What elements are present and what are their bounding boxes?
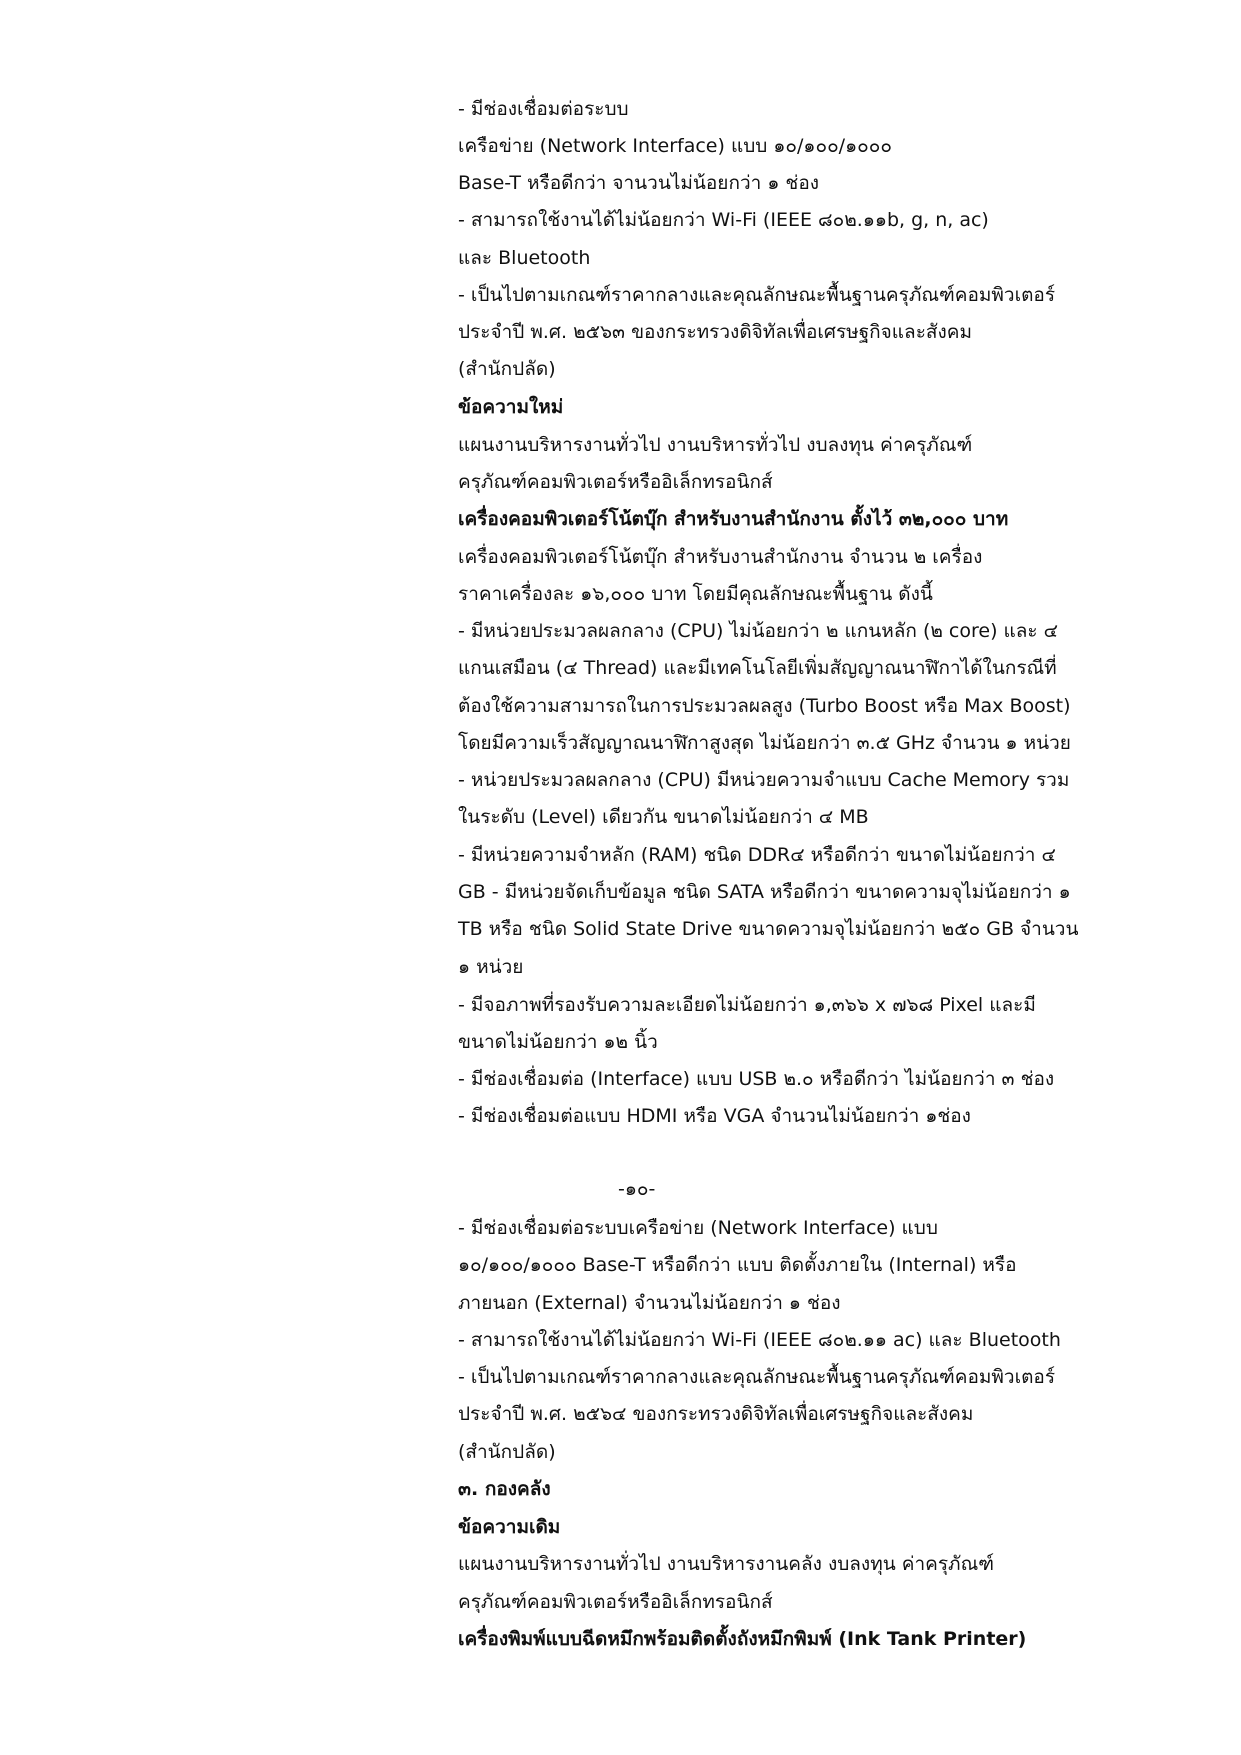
section-heading-old-text: ข้อความเดิม xyxy=(458,1516,561,1538)
text-line: GB - มีหน่วยจัดเก็บข้อมูล ชนิด SATA หรือดีกว่า ขนาดความจุไม่น้อยกว่า ๑ xyxy=(458,881,1071,903)
text-line: Base-T หรือดีกว่า จานวนไม่น้อยกว่า ๑ ช่อง xyxy=(458,172,820,194)
text-line: - มีช่องเชื่อมต่อแบบ HDMI หรือ VGA จำนวนไม่น้อยกว่า ๑ช่อง xyxy=(458,1105,971,1127)
text-line: - มีจอภาพที่รองรับความละเอียดไม่น้อยกว่า ๑,๓๖๖ x ๗๖๘ Pixel และมี xyxy=(458,994,1036,1016)
text-line: - มีช่องเชื่อมต่อระบบ xyxy=(458,98,629,120)
section-heading-finance: ๓. กองคลัง xyxy=(458,1478,551,1500)
text-line: - เป็นไปตามเกณฑ์ราคากลางและคุณลักษณะพื้นฐานครุภัณฑ์คอมพิวเตอร์ xyxy=(458,1366,1056,1388)
text-line: ประจำปี พ.ศ. ๒๕๖๓ ของกระทรวงดิจิทัลเพื่อเศรษฐกิจและสังคม xyxy=(458,321,973,343)
text-line: - สามารถใช้งานได้ไม่น้อยกว่า Wi-Fi (IEEE ๘๐๒.๑๑b, g, n, ac) xyxy=(458,209,989,231)
text-line: - มีหน่วยประมวลผลกลาง (CPU) ไม่น้อยกว่า ๒ แกนหลัก (๒ core) และ ๔ xyxy=(458,620,1059,642)
text-line: - มีหน่วยความจำหลัก (RAM) ชนิด DDR๔ หรือดีกว่า ขนาดไม่น้อยกว่า ๔ xyxy=(458,844,1056,866)
text-line: ประจำปี พ.ศ. ๒๕๖๔ ของกระทรวงดิจิทัลเพื่อเศรษฐกิจและสังคม xyxy=(458,1403,974,1425)
text-line: TB หรือ ชนิด Solid State Drive ขนาดความจุไม่น้อยกว่า ๒๕๐ GB จำนวน xyxy=(458,918,1079,940)
text-line: - หน่วยประมวลผลกลาง (CPU) มีหน่วยความจำแบบ Cache Memory รวม xyxy=(458,769,1070,791)
text-line: - มีช่องเชื่อมต่อระบบเครือข่าย (Network Interface) แบบ xyxy=(458,1217,938,1239)
text-line: แผนงานบริหารงานทั่วไป งานบริหารทั่วไป งบลงทุน ค่าครุภัณฑ์ xyxy=(458,434,973,456)
section-heading-new-text: ข้อความใหม่ xyxy=(458,396,564,418)
text-line: แกนเสมือน (๔ Thread) และมีเทคโนโลยีเพิ่มสัญญาณนาฬิกาได้ในกรณีที่ xyxy=(458,657,1057,679)
text-line: ต้องใช้ความสามารถในการประมวลผลสูง (Turbo Boost หรือ Max Boost) xyxy=(458,695,1071,717)
text-line: ๑๐/๑๐๐/๑๐๐๐ Base-T หรือดีกว่า แบบ ติดตั้งภายใน (Internal) หรือ xyxy=(458,1254,1017,1276)
text-line: ในระดับ (Level) เดียวกัน ขนาดไม่น้อยกว่า ๔ MB xyxy=(458,806,869,828)
text-line: เครื่องคอมพิวเตอร์โน้ตบุ๊ก สำหรับงานสำนักงาน จำนวน ๒ เครื่อง xyxy=(458,546,983,568)
text-line: ๑ หน่วย xyxy=(458,956,524,978)
text-line: - เป็นไปตามเกณฑ์ราคากลางและคุณลักษณะพื้นฐานครุภัณฑ์คอมพิวเตอร์ xyxy=(458,284,1056,306)
text-line: แผนงานบริหารงานทั่วไป งานบริหารงานคลัง งบลงทุน ค่าครุภัณฑ์ xyxy=(458,1553,994,1575)
text-line: - สามารถใช้งานได้ไม่น้อยกว่า Wi-Fi (IEEE ๘๐๒.๑๑ ac) และ Bluetooth xyxy=(458,1329,1061,1351)
text-line: และ Bluetooth xyxy=(458,247,591,269)
text-line: - มีช่องเชื่อมต่อ (Interface) แบบ USB ๒.๐ หรือดีกว่า ไม่น้อยกว่า ๓ ช่อง xyxy=(458,1068,1055,1090)
text-line: (สำนักปลัด) xyxy=(458,1441,556,1463)
text-line: ราคาเครื่องละ ๑๖,๐๐๐ บาท โดยมีคุณลักษณะพื้นฐาน ดังนี้ xyxy=(458,583,933,605)
text-line: ครุภัณฑ์คอมพิวเตอร์หรืออิเล็กทรอนิกส์ xyxy=(458,1591,773,1613)
text-line: ขนาดไม่น้อยกว่า ๑๒ นิ้ว xyxy=(458,1031,658,1053)
text-line: (สำนักปลัด) xyxy=(458,358,556,380)
text-line: ครุภัณฑ์คอมพิวเตอร์หรืออิเล็กทรอนิกส์ xyxy=(458,471,773,493)
text-line: ภายนอก (External) จำนวนไม่น้อยกว่า ๑ ช่อง xyxy=(458,1292,841,1314)
item-heading-notebook: เครื่องคอมพิวเตอร์โน้ตบุ๊ก สำหรับงานสำนักงาน ตั้งไว้ ๓๒,๐๐๐ บาท xyxy=(458,508,1009,530)
page-number: -๑๐- xyxy=(618,1178,656,1200)
text-line: โดยมีความเร็วสัญญาณนาฬิกาสูงสุด ไม่น้อยกว่า ๓.๕ GHz จำนวน ๑ หน่วย xyxy=(458,732,1071,754)
item-heading-ink-tank-printer: เครื่องพิมพ์แบบฉีดหมึกพร้อมติดตั้งถังหมึกพิมพ์ (Ink Tank Printer) xyxy=(458,1628,1027,1650)
text-line: เครือข่าย (Network Interface) แบบ ๑๐/๑๐๐/๑๐๐๐ xyxy=(458,135,892,157)
